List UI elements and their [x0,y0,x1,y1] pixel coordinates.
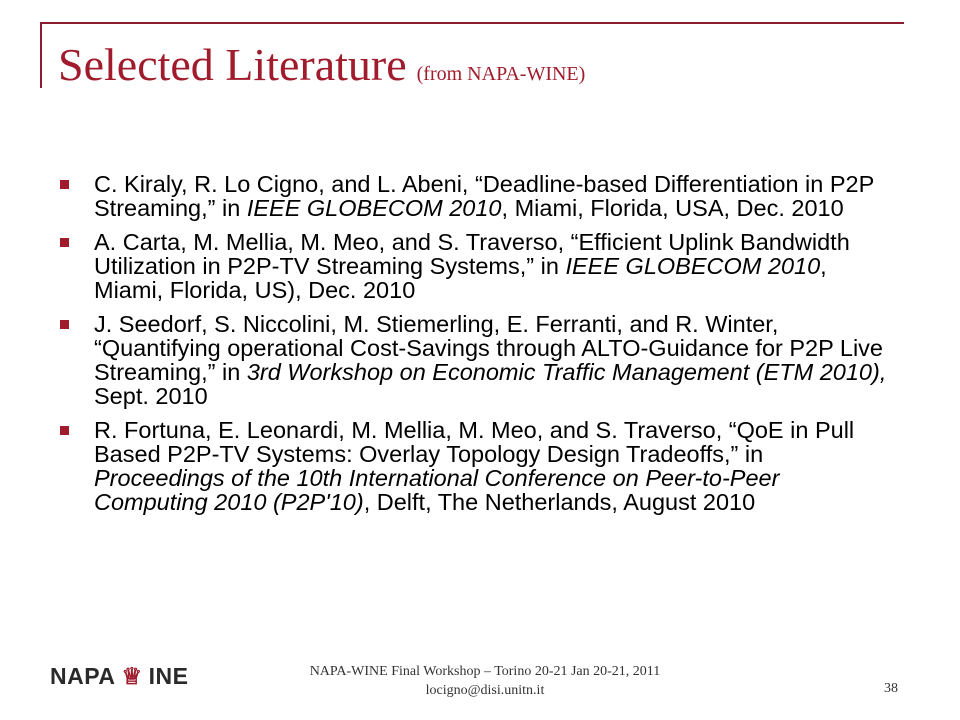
reference-venue: Proceedings of the 10th International Conference on Peer-to-Peer Computing 2010 (P2P'10) [94,465,780,515]
reference-venue: 3rd Workshop on Economic Traffic Management (ETM 2010), [246,359,887,385]
reference-item [60,230,890,302]
reference-item [60,312,890,408]
frame-left-line [40,22,42,88]
reference-list [60,172,890,524]
logo-text-left: NAPA [50,662,116,689]
reference-details: , Delft, The Netherlands, August 2010 [363,489,756,515]
square-bullet-icon [60,180,69,189]
square-bullet-icon [60,238,69,247]
footer-email: locigno@disi.unitn.it [425,683,545,698]
napa-wine-logo [50,664,188,688]
reference-authors-title: A. Carta, M. Mellia, M. Meo, and S. Traverso, “Efficient Uplink Bandwidth Utilization in P2P-TV Streaming Systems,” in [94,229,850,279]
reference-authors-title: C. Kiraly, R. Lo Cigno, and L. Abeni, “Deadline-based Differentiation in P2P Streaming,” in [94,171,874,221]
reference-venue: IEEE GLOBECOM 2010 [565,253,821,279]
square-bullet-icon [60,426,69,435]
footer-event: NAPA-WINE Final Workshop – Torino 20-21 Jan 20-21, 2011 [309,664,661,679]
reference-details: Sept. 2010 [94,383,208,409]
reference-details: , Miami, Florida, US), Dec. 2010 [94,253,827,303]
frame-top-line [40,22,904,24]
reference-item [60,418,890,514]
title-main: Selected Literature [58,39,407,90]
reference-item [60,172,890,220]
page-number: 38 [884,681,898,696]
reference-details: , Miami, Florida, USA, Dec. 2010 [501,195,844,221]
title-subtitle: (from NAPA-WINE) [416,63,586,85]
wine-glass-icon: ♕ [121,662,143,689]
reference-authors-title: R. Fortuna, E. Leonardi, M. Mellia, M. Meo, and S. Traverso, “QoE in Pull Based P2P-TV Systems: Overlay Topology Design Tradeoffs,” in [94,417,855,467]
reference-authors-title: J. Seedorf, S. Niccolini, M. Stiemerling, E. Ferranti, and R. Winter, “Quantifying operational Cost-Savings through ALTO-Guidance for P2P Live Streaming,” in [94,311,884,385]
square-bullet-icon [60,320,69,329]
footer-info [250,662,720,700]
logo-text-right: INE [148,662,189,689]
reference-venue: IEEE GLOBECOM 2010 [246,195,502,221]
slide-title [58,38,585,91]
